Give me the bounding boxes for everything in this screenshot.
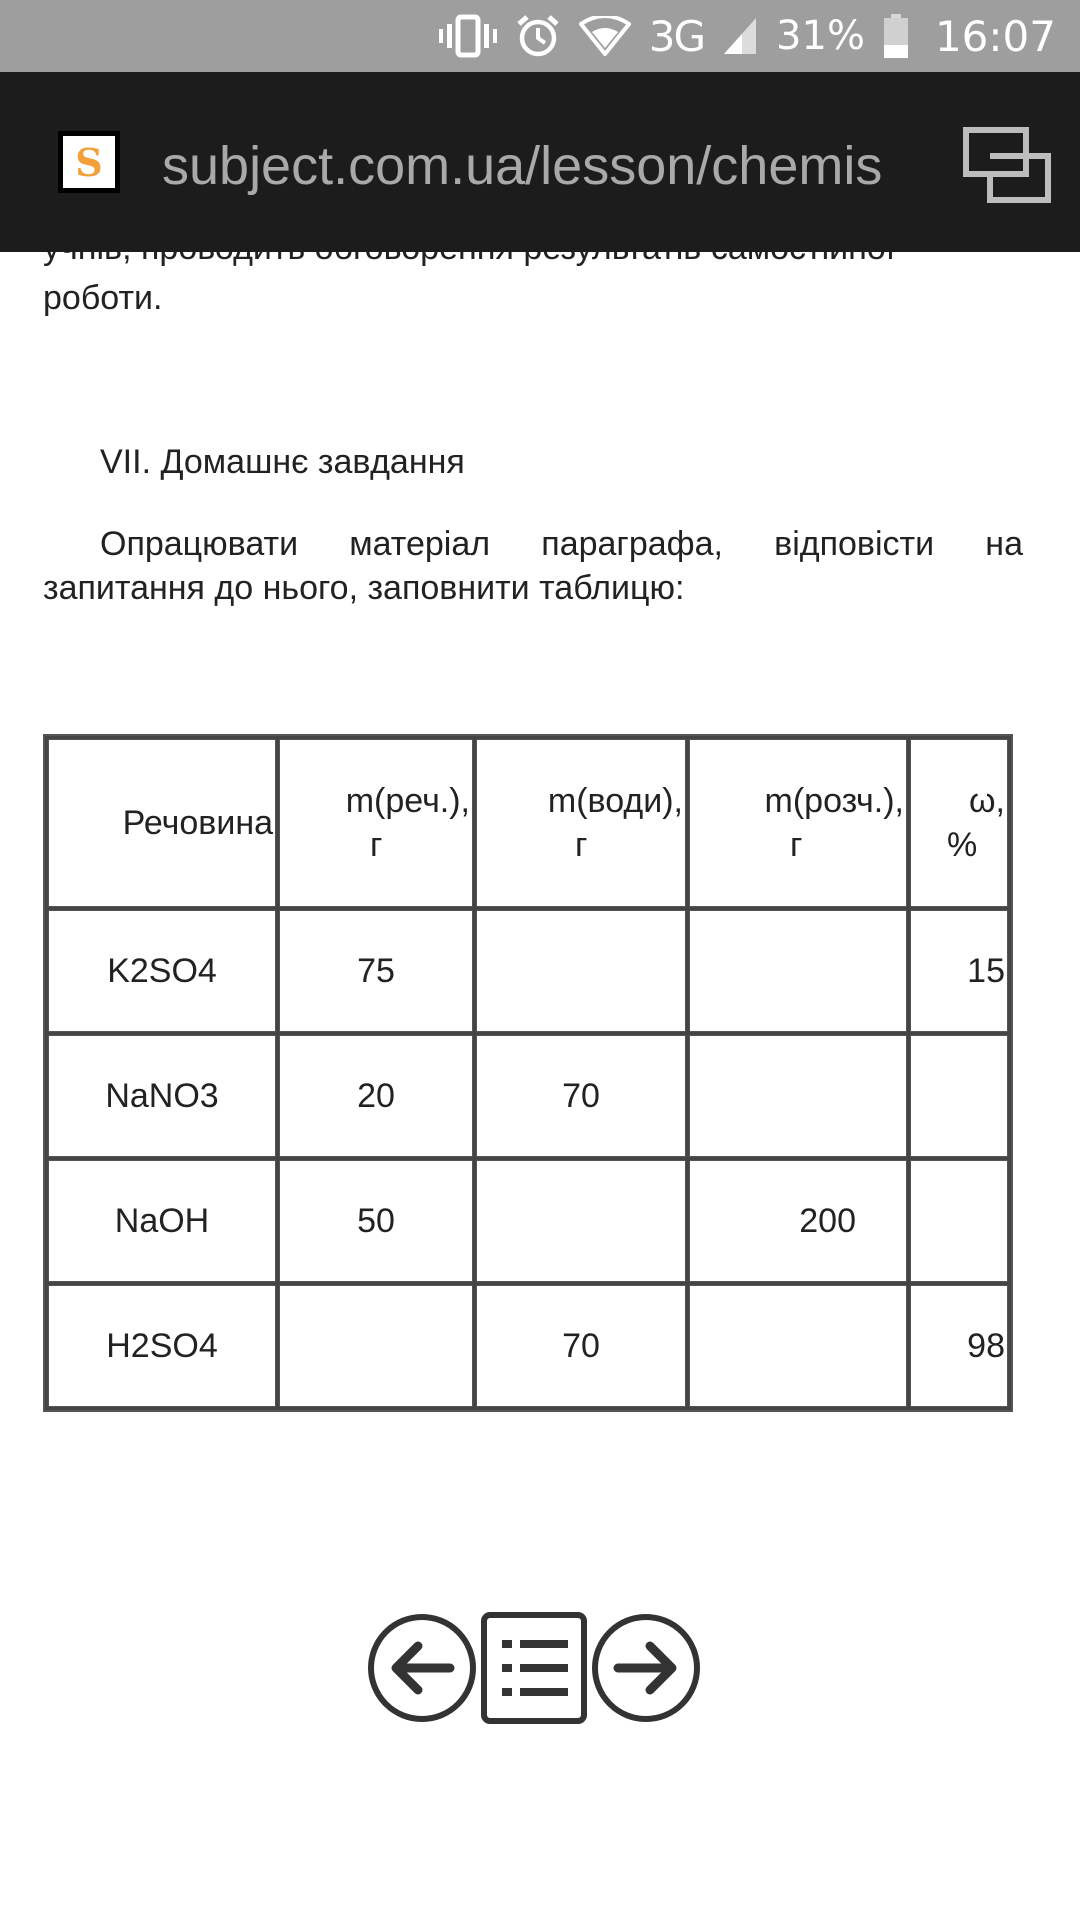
lesson-pager [368,1610,700,1726]
table-cell: 75 [279,910,473,1032]
table-row [48,910,1008,1032]
table-cell [910,1035,1008,1157]
vibrate-icon [439,14,497,58]
header-label: ω, [969,782,1005,820]
solutions-table [43,734,1013,1412]
header-unit: % [947,826,978,864]
status-icons [439,0,1056,72]
header-label: m(реч.), [345,782,470,820]
table-cell [476,1160,686,1282]
table-cell-substance: NaNO3 [48,1035,276,1157]
table-cell [910,1160,1008,1282]
tabs-button[interactable] [962,126,1054,206]
homework-paragraph: Опрацювати матеріал параграфа, відповісти на запитання до нього, заповнити таблицю: [43,525,1023,607]
header-cell-mass-fraction [910,739,1008,907]
header-unit: г [790,826,803,864]
table-header-row [48,739,1008,907]
paragraph-tail: роботи. [43,279,163,317]
next-page-button[interactable] [595,1617,697,1719]
header-cell-mass-water [476,739,686,907]
table-cell: 98 [910,1285,1008,1407]
table-cell-substance: H2SO4 [48,1285,276,1407]
header-label: m(розч.), [764,782,904,820]
header-cell-mass-substance [279,739,473,907]
network-type: 3G [648,11,705,61]
table-cell [689,1285,907,1407]
browser-toolbar [0,72,1080,252]
table-row [48,1285,1008,1407]
clock: 16:07 [934,11,1056,61]
battery-icon [883,14,909,58]
header-cell-substance [48,739,276,907]
table-cell [689,910,907,1032]
battery-percent: 31% [776,13,865,59]
tabs-icon [962,126,1054,206]
header-unit: г [575,826,588,864]
table-row [48,1035,1008,1157]
status-bar [0,0,1080,72]
contents-button[interactable] [484,1615,584,1721]
table-cell [476,910,686,1032]
table-row [48,1160,1008,1282]
favicon-letter: S [63,136,115,188]
table-cell: 200 [689,1160,907,1282]
header-label: m(води), [547,782,683,820]
table-cell-substance: K2SO4 [48,910,276,1032]
alarm-icon [515,13,561,59]
table-cell: 70 [476,1035,686,1157]
wifi-icon [579,16,631,56]
table-cell: 20 [279,1035,473,1157]
table-cell: 50 [279,1160,473,1282]
header-cell-mass-solution [689,739,907,907]
url-bar[interactable]: subject.com.ua/lesson/chemis [162,136,883,196]
signal-icon [722,16,758,56]
site-favicon [58,131,120,193]
prev-page-button[interactable] [371,1617,473,1719]
table-cell [689,1035,907,1157]
header-unit: г [370,826,383,864]
table-cell-substance: NaOH [48,1160,276,1282]
table-cell: 70 [476,1285,686,1407]
table-cell: 15 [910,910,1008,1032]
section-heading: VII. Домашнє завдання [100,443,465,481]
table-cell [279,1285,473,1407]
header-label: Речовина [122,803,273,842]
